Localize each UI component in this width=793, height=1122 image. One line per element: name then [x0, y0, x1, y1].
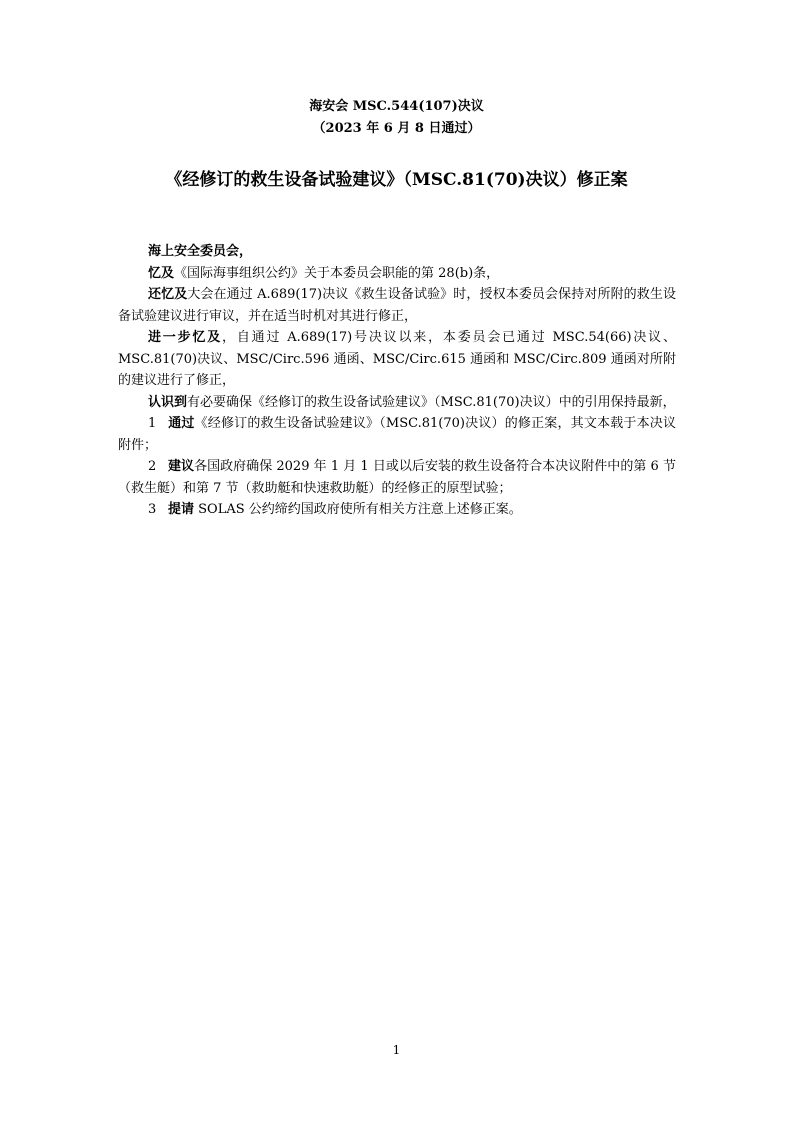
- preamble-recalling: [118, 263, 676, 285]
- keyword-recommends: 建议: [168, 459, 195, 474]
- text-recalling-also: 大会在通过 A.689(17)决议《救生设备试验》时，授权本委员会保持对所附的救生设备试验建议进行审议，并在适当时机对其进行修正，: [118, 287, 676, 324]
- text-recommends: 各国政府确保 2029 年 1 月 1 日或以后安装的救生设备符合本决议附件中的第 6 节（救生艇）和第 7 节（救助艇和快速救助艇）的经修正的原型试验；: [118, 459, 676, 496]
- text-recalling-further: ，自通过 A.689(17)号决议以来，本委员会已通过 MSC.54(66)决议、MSC.81(70)决议、MSC/Circ.596 通函、MSC/Circ.615 通函和 MSC/Circ.809 通函对所附的建议进行了修正，: [118, 330, 676, 388]
- keyword-requests: 提请: [168, 502, 195, 517]
- text-adopts: 《经修订的救生设备试验建议》（MSC.81(70)决议）的修正案，其文本载于本决议附件；: [118, 416, 676, 453]
- preamble-committee: [118, 241, 676, 263]
- operative-item-1: [118, 413, 676, 456]
- text-recalling: 《国际海事组织公约》关于本委员会职能的第 28(b)条，: [174, 265, 500, 281]
- keyword-recognizing: 认识到: [148, 394, 188, 410]
- keyword-adopts: 通过: [168, 416, 195, 431]
- text-recognizing: 有必要确保《经修订的救生设备试验建议》（MSC.81(70)决议）中的引用保持最新，: [187, 394, 676, 410]
- text-requests: SOLAS 公约缔约国政府使所有相关方注意上述修正案。: [194, 502, 522, 517]
- keyword-recalling-further: 进一步忆及: [148, 330, 223, 345]
- item-number-2: 2: [148, 459, 157, 474]
- adoption-date: （2023 年 6 月 8 日通过）: [312, 121, 481, 136]
- document-title: 《经修订的救生设备试验建议》（MSC.81(70)决议）修正案: [165, 170, 628, 190]
- preamble-recalling-further: [118, 327, 676, 392]
- keyword-recalling: 忆及: [148, 265, 175, 281]
- page-number: 1: [392, 1043, 401, 1057]
- item-number-1: 1: [148, 416, 157, 431]
- resolution-body: [118, 241, 676, 521]
- operative-item-3: [118, 499, 676, 521]
- keyword-recalling-also: 还忆及: [148, 287, 188, 302]
- preamble-recalling-also: [118, 284, 676, 327]
- item-number-3: 3: [148, 502, 157, 517]
- preamble-recognizing: [118, 392, 676, 414]
- operative-item-2: [118, 456, 676, 499]
- keyword-committee: 海上安全委员会，: [148, 244, 253, 259]
- resolution-number: 海安会 MSC.544(107)决议: [309, 99, 484, 114]
